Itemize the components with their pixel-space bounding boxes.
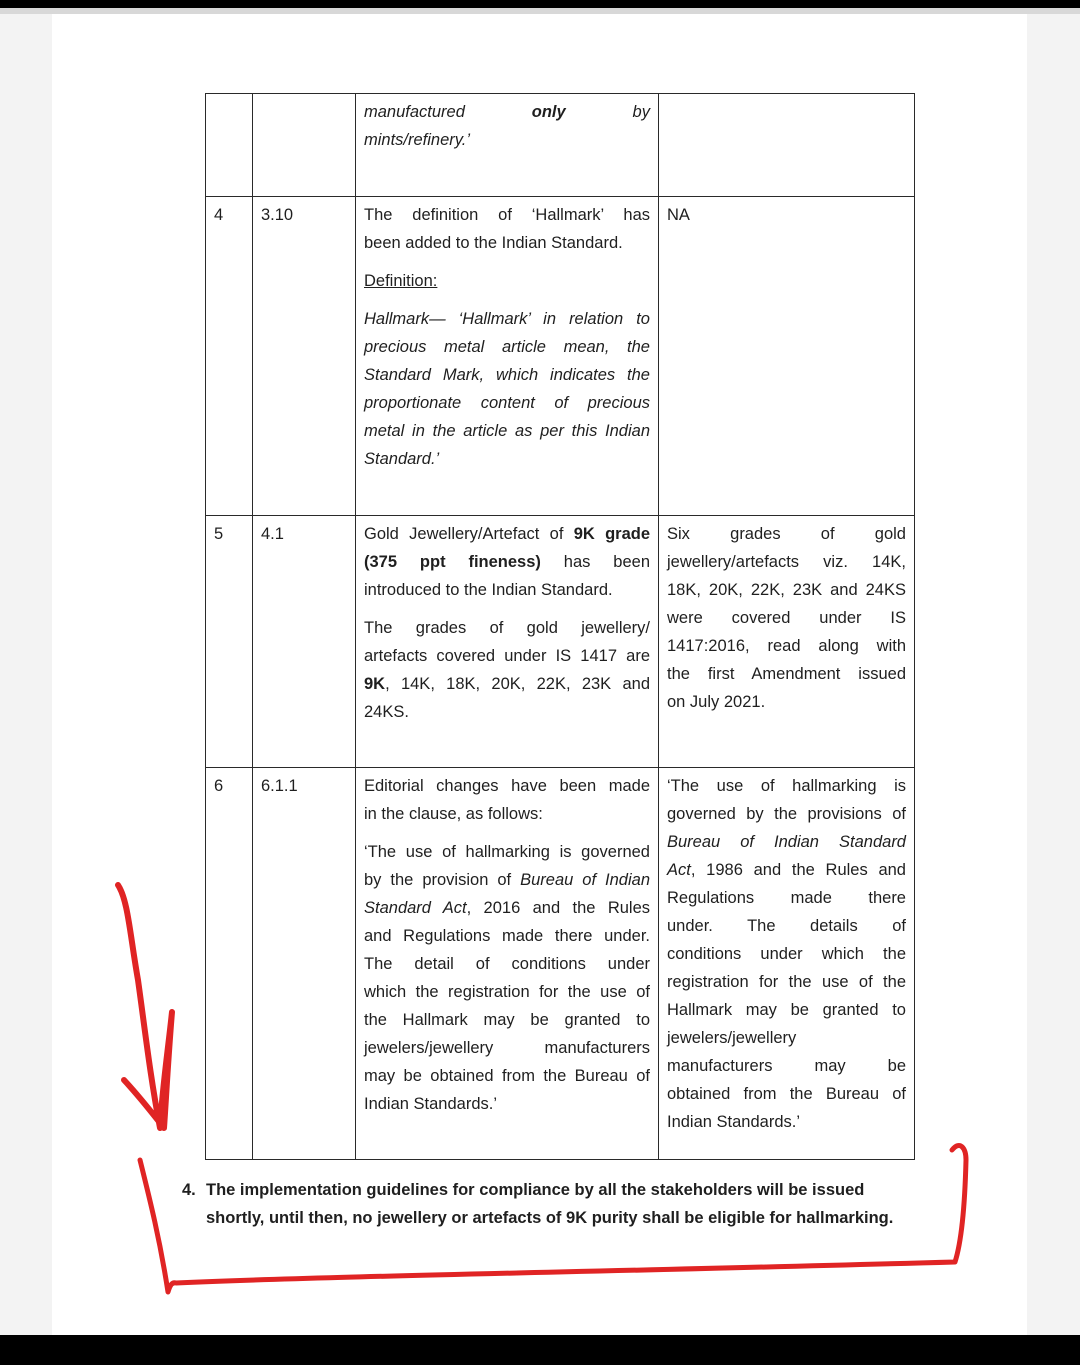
red-bracket-annotation bbox=[140, 1145, 966, 1292]
text-line: governed by the provisions of bbox=[667, 805, 906, 823]
text-line: may be obtained from the Bureau of bbox=[364, 1067, 650, 1085]
sno-cell: 6 bbox=[206, 768, 253, 1160]
text-line: were covered under IS bbox=[667, 609, 906, 627]
text-line: ‘The use of hallmarking is bbox=[667, 777, 906, 795]
text-fragment: by bbox=[632, 103, 650, 121]
text-fragment: by the provision of bbox=[364, 871, 521, 889]
text-line: jewellery/artefacts viz. 14K, bbox=[667, 553, 906, 571]
text-line: precious metal article mean, the bbox=[364, 338, 650, 356]
text-line: mints/refinery.’ bbox=[364, 131, 471, 149]
text-line: The grades of gold jewellery/ bbox=[364, 619, 650, 637]
clause-cell: 3.10 bbox=[253, 197, 356, 516]
clause-cell: 4.1 bbox=[253, 516, 356, 768]
text-line: Hallmark— ‘Hallmark’ in relation to bbox=[364, 310, 650, 328]
text-line: the Hallmark may be granted to bbox=[364, 1011, 650, 1029]
text-line: conditions under which the bbox=[667, 945, 906, 963]
definition-heading: Definition: bbox=[364, 272, 438, 290]
text-line: Standard.’ bbox=[364, 450, 440, 468]
text-line: Hallmark may be granted to bbox=[667, 1001, 906, 1019]
text-fragment: , 2016 and the Rules bbox=[466, 899, 651, 917]
text-line: 24KS. bbox=[364, 703, 409, 721]
text-line: Bureau of Indian Standard bbox=[667, 833, 906, 851]
text-fragment: manufactured bbox=[364, 103, 465, 121]
note-line: shortly, until then, no jewellery or artefacts of 9K purity shall be eligible for hallmarking. bbox=[206, 1209, 894, 1227]
text-line: The detail of conditions under bbox=[364, 955, 650, 973]
note-number: 4. bbox=[182, 1181, 196, 1199]
text-line: The definition of ‘Hallmark’ has bbox=[364, 206, 650, 224]
text-fragment: 9K grade bbox=[573, 525, 650, 543]
text-fragment: Standard Act bbox=[364, 899, 467, 917]
sno-cell: 5 bbox=[206, 516, 253, 768]
text-line: proportionate content of precious bbox=[364, 394, 650, 412]
text-fragment: Gold Jewellery/Artefact of bbox=[364, 525, 574, 543]
text-line: Indian Standards.’ bbox=[364, 1095, 498, 1113]
text-line: in the clause, as follows: bbox=[364, 805, 543, 823]
clause-cell: 6.1.1 bbox=[253, 768, 356, 1160]
text-line: 18K, 20K, 22K, 23K and 24KS bbox=[667, 581, 906, 599]
text-line: introduced to the Indian Standard. bbox=[364, 581, 613, 599]
note-line: The implementation guidelines for compliance by all the stakeholders will be issued bbox=[206, 1181, 865, 1199]
sno-cell: 4 bbox=[206, 197, 253, 516]
text-line: and Regulations made there under. bbox=[364, 927, 650, 945]
text-line: jewelers/jewellery manufacturers bbox=[364, 1039, 650, 1057]
text-line: metal in the article as per this Indian bbox=[364, 422, 650, 440]
text-line: Regulations made there bbox=[667, 889, 906, 907]
text-line: been added to the Indian Standard. bbox=[364, 234, 623, 252]
text-line: manufacturers may be bbox=[667, 1057, 906, 1075]
text-line: on July 2021. bbox=[667, 693, 766, 711]
text-fragment: , 1986 and the Rules and bbox=[690, 861, 906, 879]
text-fragment: only bbox=[531, 103, 566, 121]
red-arrow-annotation bbox=[118, 885, 172, 1128]
text-line: under. The details of bbox=[667, 917, 906, 935]
text-fragment: Bureau of Indian bbox=[520, 871, 651, 889]
text-line: jewelers/jewellery bbox=[667, 1029, 797, 1047]
text-fragment: (375 ppt fineness) bbox=[364, 553, 541, 571]
previous-cell: NA bbox=[659, 197, 915, 516]
text-line: Indian Standards.’ bbox=[667, 1113, 801, 1131]
text-line: obtained from the Bureau of bbox=[667, 1085, 906, 1103]
text-fragment: 9K bbox=[364, 675, 386, 693]
text-line: artefacts covered under IS 1417 are bbox=[364, 647, 650, 665]
text-line: Six grades of gold bbox=[667, 525, 906, 543]
text-fragment: Act bbox=[667, 861, 691, 879]
bottom-navigation-bar bbox=[0, 1335, 1080, 1365]
text-line: registration for the use of the bbox=[667, 973, 906, 991]
text-fragment: has been bbox=[540, 553, 650, 571]
text-line: Editorial changes have been made bbox=[364, 777, 650, 795]
text-fragment: , 14K, 18K, 20K, 22K, 23K and bbox=[385, 675, 650, 693]
text-line: which the registration for the use of bbox=[364, 983, 650, 1001]
text-line: 1417:2016, read along with bbox=[667, 637, 906, 655]
text-line: Standard Mark, which indicates the bbox=[364, 366, 650, 384]
text-line: ‘The use of hallmarking is governed bbox=[364, 843, 650, 861]
text-line: the first Amendment issued bbox=[667, 665, 906, 683]
